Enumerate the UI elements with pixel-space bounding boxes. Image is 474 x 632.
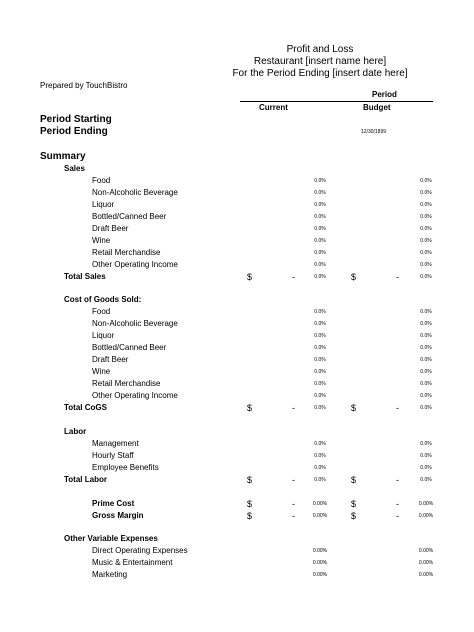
statement-row-item bbox=[0, 211, 474, 223]
prepared-by: Prepared by TouchBistro bbox=[40, 81, 128, 90]
header-rule bbox=[240, 101, 433, 102]
column-header-current: Current bbox=[259, 103, 288, 112]
budget-currency-sign: $ bbox=[351, 271, 357, 282]
row-label: Employee Benefits bbox=[92, 462, 159, 472]
budget-percent: 0.0% bbox=[420, 405, 432, 411]
period-ending-date: 12/30/1899 bbox=[361, 129, 387, 135]
row-label: Direct Operating Expenses bbox=[92, 546, 188, 556]
budget-percent: 0.0% bbox=[420, 464, 432, 471]
budget-currency-sign: $ bbox=[351, 498, 357, 509]
statement-row-item bbox=[0, 390, 474, 402]
current-amount: - bbox=[292, 403, 295, 413]
statement-row-item bbox=[0, 438, 474, 450]
statement-row-section bbox=[0, 426, 474, 438]
current-percent: 0.0% bbox=[314, 369, 326, 376]
current-currency-sign: $ bbox=[247, 498, 253, 509]
statement-row-item bbox=[0, 450, 474, 462]
statement-row-item bbox=[0, 223, 474, 235]
budget-percent: 0.00% bbox=[418, 548, 434, 555]
statement-row-item bbox=[0, 366, 474, 378]
report-title: Profit and Loss bbox=[286, 44, 354, 55]
column-header-budget: Budget bbox=[363, 103, 391, 112]
row-label: Cost of Goods Sold: bbox=[64, 295, 142, 305]
budget-percent: 0.00% bbox=[418, 500, 434, 507]
budget-percent: 0.00% bbox=[418, 512, 434, 519]
budget-percent: 0.0% bbox=[420, 369, 432, 376]
row-label: Total Labor bbox=[64, 474, 107, 484]
budget-percent: 0.0% bbox=[420, 225, 432, 232]
statement-row-item bbox=[0, 342, 474, 354]
row-label: Labor bbox=[64, 426, 87, 436]
statement-row-total bbox=[0, 271, 474, 283]
statement-row-total bbox=[0, 402, 474, 414]
period-column-group-label: Period bbox=[372, 90, 397, 99]
summary-heading: Summary bbox=[40, 151, 86, 162]
current-percent: 0.0% bbox=[314, 381, 326, 388]
period-ending-label: Period Ending bbox=[40, 126, 108, 137]
current-percent: 0.00% bbox=[312, 560, 328, 567]
budget-percent: 0.0% bbox=[420, 345, 432, 352]
budget-percent: 0.0% bbox=[420, 261, 432, 268]
current-percent: 0.00% bbox=[312, 512, 328, 519]
row-label: Total CoGS bbox=[64, 403, 107, 412]
budget-percent: 0.0% bbox=[420, 201, 432, 208]
current-percent: 0.0% bbox=[314, 464, 326, 471]
row-label: Bottled/Canned Beer bbox=[92, 343, 167, 353]
budget-amount: - bbox=[396, 474, 399, 485]
statement-row-item bbox=[0, 354, 474, 366]
row-label: Management bbox=[92, 438, 139, 448]
current-amount: - bbox=[292, 271, 295, 282]
current-percent: 0.0% bbox=[314, 345, 326, 352]
current-percent: 0.0% bbox=[314, 201, 326, 208]
statement-row-section bbox=[0, 163, 474, 175]
row-label: Food bbox=[92, 307, 111, 317]
row-label: Bottled/Canned Beer bbox=[92, 211, 167, 221]
budget-percent: 0.0% bbox=[420, 249, 432, 256]
budget-percent: 0.0% bbox=[420, 393, 432, 400]
statement-row-item bbox=[0, 187, 474, 199]
budget-amount: - bbox=[396, 498, 399, 509]
current-percent: 0.00% bbox=[312, 500, 328, 507]
budget-currency-sign: $ bbox=[351, 510, 357, 521]
row-label: Music & Entertainment bbox=[92, 558, 173, 568]
budget-currency-sign: $ bbox=[351, 403, 357, 413]
row-label: Gross Margin bbox=[92, 510, 144, 520]
spacer-row bbox=[0, 283, 474, 295]
budget-percent: 0.0% bbox=[420, 321, 432, 328]
budget-percent: 0.0% bbox=[420, 452, 432, 459]
row-label: Food bbox=[92, 175, 111, 185]
row-label: Draft Beer bbox=[92, 355, 129, 365]
current-percent: 0.0% bbox=[314, 213, 326, 220]
current-percent: 0.0% bbox=[314, 177, 326, 184]
budget-percent: 0.0% bbox=[420, 476, 432, 483]
current-percent: 0.0% bbox=[314, 452, 326, 459]
current-percent: 0.0% bbox=[314, 393, 326, 400]
spacer-row bbox=[0, 522, 474, 534]
budget-amount: - bbox=[396, 403, 399, 413]
budget-amount: - bbox=[396, 510, 399, 521]
statement-row-item bbox=[0, 557, 474, 569]
statement-row-item bbox=[0, 330, 474, 342]
statement-row-item bbox=[0, 318, 474, 330]
current-currency-sign: $ bbox=[247, 474, 253, 485]
budget-percent: 0.0% bbox=[420, 309, 432, 316]
row-label: Other Operating Income bbox=[92, 391, 178, 401]
current-amount: - bbox=[292, 510, 295, 521]
budget-percent: 0.0% bbox=[420, 189, 432, 196]
statement-row-item bbox=[0, 545, 474, 557]
budget-percent: 0.0% bbox=[420, 333, 432, 340]
row-label: Non-Alcoholic Beverage bbox=[92, 319, 178, 329]
row-label: Liquor bbox=[92, 199, 115, 209]
budget-amount: - bbox=[396, 271, 399, 282]
row-label: Hourly Staff bbox=[92, 450, 134, 460]
statement-row-item bbox=[0, 247, 474, 259]
row-label: Retail Merchandise bbox=[92, 379, 161, 389]
current-percent: 0.0% bbox=[314, 189, 326, 196]
budget-percent: 0.00% bbox=[418, 560, 434, 567]
statement-row-total bbox=[0, 474, 474, 486]
statement-row-item bbox=[0, 306, 474, 318]
period-starting-label: Period Starting bbox=[40, 114, 112, 125]
statement-row-mid bbox=[0, 498, 474, 510]
row-label: Marketing bbox=[92, 570, 128, 580]
statement-row-section bbox=[0, 533, 474, 545]
row-label: Liquor bbox=[92, 331, 115, 341]
row-label: Draft Beer bbox=[92, 223, 129, 233]
budget-percent: 0.0% bbox=[420, 177, 432, 184]
row-label: Wine bbox=[92, 235, 111, 245]
spacer-row bbox=[0, 414, 474, 426]
current-currency-sign: $ bbox=[247, 510, 253, 521]
statement-row-mid bbox=[0, 510, 474, 522]
row-label: Prime Cost bbox=[92, 498, 135, 508]
row-label: Other Operating Income bbox=[92, 259, 178, 269]
current-percent: 0.0% bbox=[314, 333, 326, 340]
budget-percent: 0.0% bbox=[420, 357, 432, 364]
statement-row-item bbox=[0, 175, 474, 187]
current-percent: 0.0% bbox=[314, 440, 326, 447]
current-percent: 0.0% bbox=[314, 261, 326, 268]
period-ending-line: For the Period Ending [insert date here] bbox=[232, 68, 408, 79]
current-percent: 0.0% bbox=[314, 321, 326, 328]
current-percent: 0.0% bbox=[314, 309, 326, 316]
current-currency-sign: $ bbox=[247, 271, 253, 282]
current-percent: 0.0% bbox=[314, 249, 326, 256]
current-percent: 0.0% bbox=[314, 357, 326, 364]
current-percent: 0.0% bbox=[314, 476, 326, 483]
budget-percent: 0.0% bbox=[420, 273, 432, 280]
spacer-row bbox=[0, 486, 474, 498]
current-percent: 0.00% bbox=[312, 548, 328, 555]
row-label: Retail Merchandise bbox=[92, 247, 161, 257]
budget-percent: 0.0% bbox=[420, 440, 432, 447]
current-percent: 0.0% bbox=[314, 405, 326, 411]
budget-percent: 0.0% bbox=[420, 237, 432, 244]
statement-row-item bbox=[0, 462, 474, 474]
budget-percent: 0.00% bbox=[418, 572, 434, 579]
row-label: Total Sales bbox=[64, 271, 106, 281]
current-amount: - bbox=[292, 498, 295, 509]
statement-row-section bbox=[0, 294, 474, 306]
current-amount: - bbox=[292, 474, 295, 485]
restaurant-name: Restaurant [insert name here] bbox=[253, 56, 387, 67]
current-percent: 0.0% bbox=[314, 225, 326, 232]
budget-percent: 0.0% bbox=[420, 381, 432, 388]
row-label: Sales bbox=[64, 164, 85, 173]
statement-row-item bbox=[0, 259, 474, 271]
budget-currency-sign: $ bbox=[351, 474, 357, 485]
row-label: Non-Alcoholic Beverage bbox=[92, 187, 178, 197]
statement-row-item bbox=[0, 235, 474, 247]
statement-row-item bbox=[0, 199, 474, 211]
budget-percent: 0.0% bbox=[420, 213, 432, 220]
current-currency-sign: $ bbox=[247, 403, 253, 413]
statement-row-item bbox=[0, 378, 474, 390]
current-percent: 0.0% bbox=[314, 237, 326, 244]
current-percent: 0.00% bbox=[312, 572, 328, 579]
row-label: Wine bbox=[92, 367, 111, 377]
current-percent: 0.0% bbox=[314, 273, 326, 280]
statement-row-item bbox=[0, 569, 474, 581]
row-label: Other Variable Expenses bbox=[64, 534, 158, 544]
